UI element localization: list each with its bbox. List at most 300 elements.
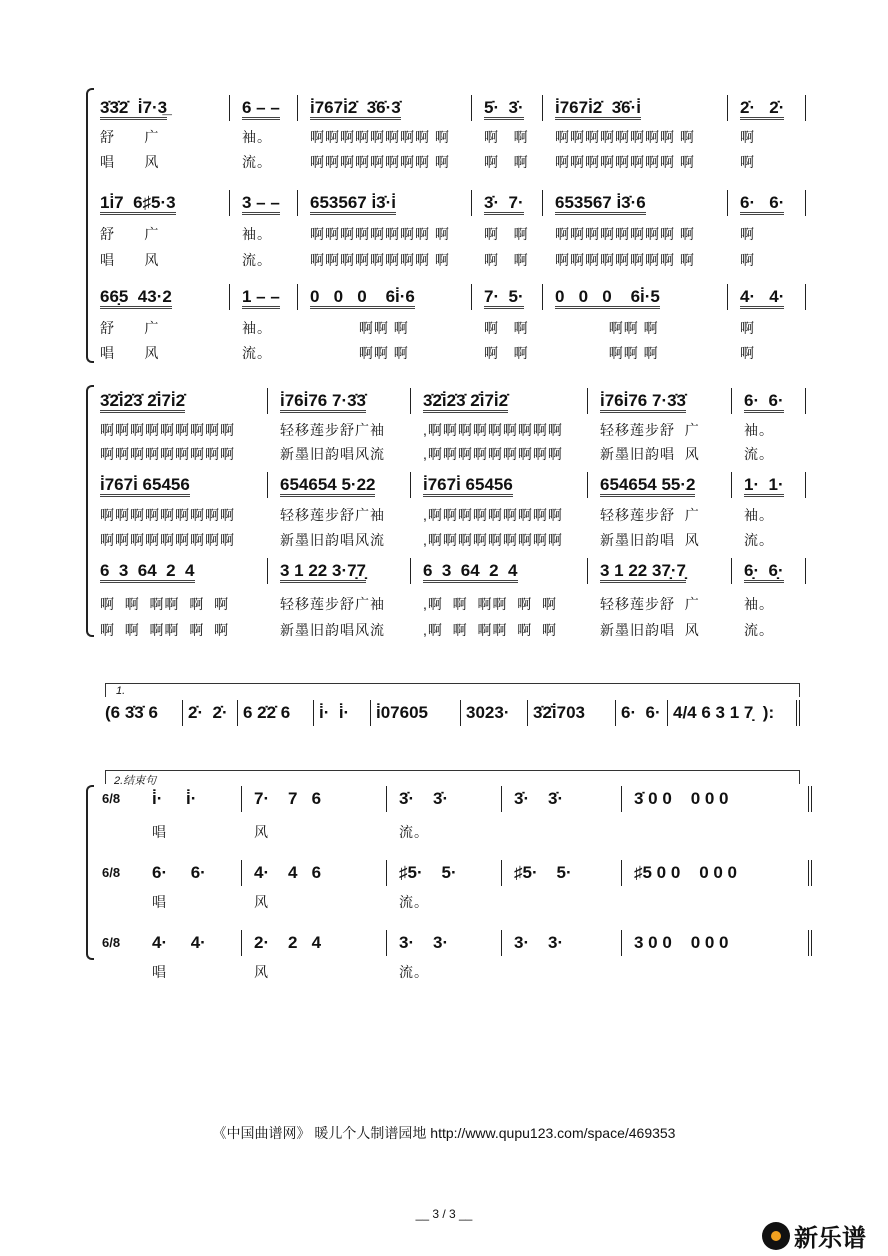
lyric-segment <box>268 505 411 525</box>
measure <box>728 190 806 216</box>
lyric-segment <box>230 127 298 147</box>
measure-notes: 653567 i̇3̇·i̇ <box>310 193 396 215</box>
lyric-text: 唱 <box>152 964 167 980</box>
lyric-segment <box>732 444 806 464</box>
lyric-segment <box>728 250 806 270</box>
lyric-segment <box>728 224 806 244</box>
lyric-segment <box>387 962 502 982</box>
measure-notes: i̇767i̇ 65456 <box>100 475 190 497</box>
lyric-segment <box>502 822 622 842</box>
lyric-text: 啊 啊 <box>484 345 529 361</box>
lyric-segment <box>140 822 242 842</box>
lyric-text: 新墨旧韵唱风流 <box>280 446 385 462</box>
measure <box>732 558 806 584</box>
lyric-segment <box>588 530 732 550</box>
measure <box>88 284 230 310</box>
measure-notes: 3̇· 3̇· <box>399 789 449 808</box>
lyric-text: 啊 啊 啊啊 啊 啊 <box>100 622 230 638</box>
logo-text: 新乐谱 <box>794 1225 866 1252</box>
lyric-segment <box>298 152 472 172</box>
lyric-text: 啊啊啊啊啊啊啊啊 啊 <box>555 226 695 242</box>
lyric-segment <box>588 420 732 440</box>
lyric-segment <box>732 620 806 640</box>
lyric-segment <box>732 420 806 440</box>
lyric-segment <box>242 822 387 842</box>
lyric-text: 流。 <box>399 894 429 910</box>
lyric-segment <box>88 530 268 550</box>
volta-bracket-2 <box>105 770 800 784</box>
measure-notes: i̇76i̇76 7·3̇3̇ <box>280 391 366 413</box>
lyric-text: 啊啊啊啊啊啊啊啊 啊 <box>310 252 450 268</box>
measure-notes: i̇767i̇2̇ 3̇6̇·3̇ <box>310 98 401 120</box>
measure <box>728 95 806 121</box>
staff-notes <box>88 472 806 498</box>
lyric-text: 流。 <box>242 345 272 361</box>
lyric-text: 啊啊 啊 <box>555 345 659 361</box>
measure <box>298 95 472 121</box>
lyric-segment <box>622 962 812 982</box>
lyric-text: 啊 啊 <box>484 154 529 170</box>
lyric-text: 袖。 <box>744 422 774 438</box>
lyric-text: 轻移莲步舒广袖 <box>280 596 385 612</box>
lyric-segment <box>472 250 543 270</box>
measure-notes: 2̇· 2̇· <box>740 98 784 120</box>
measure-notes: 3̇· 3̇· <box>514 789 564 808</box>
measure-notes: 0 0 0 6i̇·5 <box>555 287 660 309</box>
lyric-segment <box>411 594 588 614</box>
lyric-text: 新墨旧韵唱 风 <box>600 532 700 548</box>
lyric-segment <box>387 892 502 912</box>
lyric-text: 流。 <box>242 252 272 268</box>
lyric-segment <box>230 224 298 244</box>
lyric-segment <box>88 505 268 525</box>
measure <box>140 786 242 812</box>
lyric-line <box>88 505 806 525</box>
lyric-text: 啊啊啊啊啊啊啊啊 啊 <box>555 154 695 170</box>
lyric-text: 新墨旧韵唱风流 <box>280 532 385 548</box>
lyric-text: ,啊啊啊啊啊啊啊啊啊 <box>423 422 563 438</box>
time-signature: 6/8 <box>102 791 121 806</box>
record-disc-icon <box>762 1222 790 1250</box>
measure-notes: 3· 3· <box>399 933 449 952</box>
measure-notes: 1· 1· <box>744 475 784 497</box>
time-signature-spacer <box>100 892 140 912</box>
lyric-text: 袖。 <box>242 320 272 336</box>
lyric-segment <box>543 224 728 244</box>
lyric-text: 流。 <box>242 154 272 170</box>
lyric-text: 舒 广 <box>100 226 160 242</box>
measure <box>472 95 543 121</box>
lyric-segment <box>411 530 588 550</box>
lyric-segment <box>88 127 230 147</box>
lyric-text: 袖。 <box>242 226 272 242</box>
measure <box>411 388 588 414</box>
lyric-text: 风 <box>254 894 269 910</box>
lyric-text: 啊 啊 <box>484 129 529 145</box>
measure <box>622 786 812 812</box>
measure-notes: 66̣5 43·2 <box>100 287 172 309</box>
lyric-segment <box>230 152 298 172</box>
lyric-text: 流。 <box>399 964 429 980</box>
volta-bracket-1 <box>105 683 800 697</box>
lyric-segment <box>728 318 806 338</box>
lyric-segment <box>230 343 298 363</box>
lyric-segment <box>502 892 622 912</box>
measure-notes: 7· 7 6 <box>254 789 322 808</box>
lyric-segment <box>622 822 812 842</box>
measure <box>268 388 411 414</box>
measure-notes: 4· 4· <box>152 933 206 952</box>
measure <box>502 860 622 886</box>
staff-notes <box>88 95 806 121</box>
measure-notes: i̇767i̇2̇ 3̇6̇·i̇ <box>555 98 641 120</box>
lyric-segment <box>543 152 728 172</box>
lyric-segment <box>543 343 728 363</box>
footer-credit: 《中国曲谱网》 暖儿个人制谱园地 http://www.qupu123.com/space/469353 <box>212 1125 676 1141</box>
measure <box>242 786 387 812</box>
lyric-segment <box>411 505 588 525</box>
page-number: __ 3 / 3 __ <box>415 1207 473 1221</box>
lyric-text: 唱 <box>152 894 167 910</box>
measure <box>543 284 728 310</box>
measure <box>242 860 387 886</box>
lyric-line <box>88 224 806 244</box>
lyric-line <box>100 892 812 912</box>
measure <box>88 388 268 414</box>
lyric-line <box>100 962 812 982</box>
staff-notes <box>88 388 806 414</box>
lyric-segment <box>472 127 543 147</box>
measure-notes: 3 0 0 0 0 0 <box>634 933 729 952</box>
measure: 2̇· 2̇· <box>182 700 237 726</box>
lyric-text: 啊 <box>740 320 755 336</box>
lyric-text: 啊啊啊啊啊啊啊啊啊 <box>100 532 235 548</box>
measure-notes: 4· 4 6 <box>254 863 322 882</box>
lyric-segment <box>88 420 268 440</box>
lyric-segment <box>728 127 806 147</box>
lyric-segment <box>230 318 298 338</box>
lyric-segment <box>268 420 411 440</box>
measure-notes: 3 – – <box>242 193 280 215</box>
lyric-line <box>88 250 806 270</box>
measure <box>88 472 268 498</box>
lyric-text: 流。 <box>399 824 429 840</box>
lyric-text: 舒 广 <box>100 320 160 336</box>
measure-notes: 0 0 0 6i̇·6 <box>310 287 415 309</box>
lyric-text: 啊啊啊啊啊啊啊啊 啊 <box>310 226 450 242</box>
measure-notes: 3· 3· <box>514 933 564 952</box>
lyric-text: 轻移莲步舒 广 <box>600 422 700 438</box>
measure-notes: 3̇3̇2̇ i̇7·3̲ <box>100 98 167 120</box>
lyric-segment <box>88 444 268 464</box>
lyric-line <box>88 420 806 440</box>
lyric-segment <box>298 127 472 147</box>
lyric-text: 唱 风 <box>100 252 160 268</box>
measure <box>411 558 588 584</box>
lyric-segment <box>88 343 230 363</box>
lyric-line <box>88 343 806 363</box>
measure-notes: 7· 5· <box>484 287 524 309</box>
lyric-segment <box>268 594 411 614</box>
measure-notes: 6̣· 6̣· <box>744 561 784 583</box>
lyric-line <box>88 444 806 464</box>
lyric-segment <box>588 505 732 525</box>
measure-notes: 3̇· 7· <box>484 193 524 215</box>
measure <box>543 190 728 216</box>
first-ending-line <box>100 700 800 726</box>
lyric-segment <box>298 250 472 270</box>
measure-notes: 3̇2̇i̇2̇3̇ 2̇i̇7i̇2̇ <box>100 391 185 413</box>
lyric-text: 流。 <box>744 622 774 638</box>
measure-notes: 6 3 64 2 4 <box>100 561 195 583</box>
lyric-text: 啊啊啊啊啊啊啊啊啊 <box>100 446 235 462</box>
lyric-text: ,啊啊啊啊啊啊啊啊啊 <box>423 532 563 548</box>
measure <box>298 190 472 216</box>
measure-notes: 3̇2̇i̇2̇3̇ 2̇i̇7i̇2̇ <box>423 391 508 413</box>
lyric-text: 新墨旧韵唱 风 <box>600 622 700 638</box>
measure <box>728 284 806 310</box>
measure-notes: 1i̇7 6♯5·3 <box>100 193 176 215</box>
lyric-segment <box>387 822 502 842</box>
measure <box>230 190 298 216</box>
lyric-segment <box>543 127 728 147</box>
measure <box>732 388 806 414</box>
lyric-segment <box>588 594 732 614</box>
lyric-text: 风 <box>254 824 269 840</box>
lyric-text: ,啊 啊 啊啊 啊 啊 <box>423 596 558 612</box>
time-signature: 6/8 <box>102 935 121 950</box>
measure <box>588 472 732 498</box>
lyric-text: 唱 风 <box>100 154 160 170</box>
measure-notes: 5̇· 3̇· <box>484 98 524 120</box>
measure <box>387 930 502 956</box>
time-signature-spacer <box>100 962 140 982</box>
measure: 6 2̇2̇ 6 <box>237 700 313 726</box>
measure <box>502 930 622 956</box>
measure-notes: 654654 55·2 <box>600 475 695 497</box>
lyric-segment <box>472 318 543 338</box>
measure <box>588 388 732 414</box>
lyric-text: 轻移莲步舒 广 <box>600 507 700 523</box>
measure <box>588 558 732 584</box>
lyric-text: 啊 <box>740 345 755 361</box>
lyric-segment <box>88 594 268 614</box>
lyric-text: 啊啊啊啊啊啊啊啊 啊 <box>555 129 695 145</box>
lyric-segment <box>242 892 387 912</box>
staff-notes <box>100 930 812 956</box>
lyric-segment <box>230 250 298 270</box>
lyric-text: 啊啊啊啊啊啊啊啊 啊 <box>310 129 450 145</box>
measure <box>242 930 387 956</box>
lyric-segment <box>472 224 543 244</box>
measure-notes: 6· 6· <box>740 193 784 215</box>
measure-notes: 6 – – <box>242 98 280 120</box>
lyric-segment <box>728 152 806 172</box>
lyric-segment <box>543 318 728 338</box>
lyric-segment <box>242 962 387 982</box>
measure-notes: 6 3 64 2 4 <box>423 561 518 583</box>
lyric-text: 唱 风 <box>100 345 160 361</box>
lyric-text: 袖。 <box>242 129 272 145</box>
measure-notes: 1 – – <box>242 287 280 309</box>
lyric-text: 风 <box>254 964 269 980</box>
lyric-text: 啊 <box>740 129 755 145</box>
lyric-segment <box>268 530 411 550</box>
lyric-text: 新墨旧韵唱 风 <box>600 446 700 462</box>
measure-notes: 6· 6· <box>152 863 206 882</box>
lyric-segment <box>472 343 543 363</box>
lyric-text: 流。 <box>744 446 774 462</box>
lyric-text: 舒 广 <box>100 129 160 145</box>
lyric-segment <box>88 250 230 270</box>
lyric-text: 轻移莲步舒广袖 <box>280 507 385 523</box>
lyric-segment <box>732 505 806 525</box>
measure-notes: i̇· i̇· <box>152 789 197 808</box>
lyric-segment <box>411 420 588 440</box>
measure <box>411 472 588 498</box>
measure <box>543 95 728 121</box>
lyric-text: 啊 <box>740 154 755 170</box>
lyric-line <box>88 318 806 338</box>
lyric-segment <box>732 530 806 550</box>
lyric-segment <box>622 892 812 912</box>
staff-notes <box>88 190 806 216</box>
measure-notes: 3 1 22 37̣·7̣ <box>600 561 686 583</box>
time-signature: 6/8 <box>102 865 121 880</box>
measure-notes: 4· 4· <box>740 287 784 309</box>
measure-notes: i̇767i̇ 65456 <box>423 475 513 497</box>
lyric-line <box>88 127 806 147</box>
measure <box>140 930 242 956</box>
measure: 4/4 6 3 1 7̣ ): <box>667 700 800 726</box>
measure-notes: 3̇ 0 0 0 0 0 <box>634 789 729 808</box>
lyric-text: ,啊 啊 啊啊 啊 啊 <box>423 622 558 638</box>
site-logo <box>762 1218 866 1253</box>
measure <box>88 558 268 584</box>
lyric-line <box>88 152 806 172</box>
lyric-segment <box>411 620 588 640</box>
lyric-segment <box>88 620 268 640</box>
measure: 3023· <box>460 700 527 726</box>
lyric-text: 轻移莲步舒广袖 <box>280 422 385 438</box>
measure <box>472 284 543 310</box>
measure: (6 3̇3̇ 6 <box>105 703 158 722</box>
measure <box>732 472 806 498</box>
measure <box>622 860 812 886</box>
measure <box>230 284 298 310</box>
measure-notes: 2· 2 4 <box>254 933 322 952</box>
lyric-text: 啊 啊 <box>484 320 529 336</box>
lyric-segment <box>268 620 411 640</box>
lyric-segment <box>411 444 588 464</box>
lyric-line <box>100 822 812 842</box>
lyric-segment <box>728 343 806 363</box>
measure-notes: ♯5· 5· <box>399 863 457 882</box>
measure <box>387 860 502 886</box>
lyric-segment <box>88 224 230 244</box>
measure <box>88 95 230 121</box>
lyric-text: 新墨旧韵唱风流 <box>280 622 385 638</box>
lyric-segment <box>472 152 543 172</box>
lyric-text: 啊 啊 <box>484 252 529 268</box>
measure-notes: 3 1 22 3·7̣7̣ <box>280 561 366 583</box>
lyric-segment <box>543 250 728 270</box>
lyric-text: 啊啊 啊 <box>555 320 659 336</box>
measure-notes: 653567 i̇3̇·6 <box>555 193 646 215</box>
measure <box>230 95 298 121</box>
measure <box>622 930 812 956</box>
measure <box>298 284 472 310</box>
lyric-text: 啊啊啊啊啊啊啊啊 啊 <box>310 154 450 170</box>
measure <box>140 860 242 886</box>
lyric-segment <box>298 224 472 244</box>
lyric-segment <box>268 444 411 464</box>
lyric-text: 啊 <box>740 252 755 268</box>
lyric-segment <box>588 444 732 464</box>
measure <box>268 472 411 498</box>
lyric-segment <box>732 594 806 614</box>
lyric-text: ,啊啊啊啊啊啊啊啊啊 <box>423 507 563 523</box>
lyric-text: 啊啊啊啊啊啊啊啊啊 <box>100 422 235 438</box>
measure <box>387 786 502 812</box>
lyric-text: 流。 <box>744 532 774 548</box>
lyric-line <box>88 530 806 550</box>
lyric-segment <box>298 343 472 363</box>
lyric-text: 袖。 <box>744 596 774 612</box>
system-brace <box>86 785 94 960</box>
measure <box>502 786 622 812</box>
measure-notes: 6· 6· <box>744 391 784 413</box>
lyric-text: 啊 啊 啊啊 啊 啊 <box>100 596 230 612</box>
lyric-segment <box>140 892 242 912</box>
measure: 3̇2̇i̇703 <box>527 700 615 726</box>
volta-label-1: 1. <box>116 685 126 697</box>
lyric-text: ,啊啊啊啊啊啊啊啊啊 <box>423 446 563 462</box>
lyric-text: 啊啊 啊 <box>310 345 409 361</box>
measure: i̇07605 <box>370 700 460 726</box>
lyric-text: 袖。 <box>744 507 774 523</box>
lyric-text: 啊啊啊啊啊啊啊啊 啊 <box>555 252 695 268</box>
lyric-text: 轻移莲步舒 广 <box>600 596 700 612</box>
measure: i̇· i̇· <box>313 700 370 726</box>
lyric-text: 啊啊啊啊啊啊啊啊啊 <box>100 507 235 523</box>
lyric-segment <box>298 318 472 338</box>
lyric-line <box>88 594 806 614</box>
measure: 6· 6· <box>615 700 667 726</box>
measure-notes: ♯5 0 0 0 0 0 <box>634 863 738 882</box>
measure <box>268 558 411 584</box>
lyric-text: 啊 啊 <box>484 226 529 242</box>
staff-notes <box>88 284 806 310</box>
lyric-segment <box>588 620 732 640</box>
time-signature-spacer <box>100 822 140 842</box>
lyric-segment <box>88 318 230 338</box>
lyric-segment <box>502 962 622 982</box>
lyric-text: 啊啊 啊 <box>310 320 409 336</box>
staff-notes <box>100 786 812 812</box>
lyric-text: 啊 <box>740 226 755 242</box>
measure <box>88 190 230 216</box>
measure-notes: 654654 5·22 <box>280 475 375 497</box>
measure <box>472 190 543 216</box>
lyric-line <box>88 620 806 640</box>
measure-notes: ♯5· 5· <box>514 863 572 882</box>
lyric-text: 唱 <box>152 824 167 840</box>
measure-notes: i̇76i̇76 7·3̇3̇ <box>600 391 686 413</box>
lyric-segment <box>88 152 230 172</box>
staff-notes <box>100 860 812 886</box>
staff-notes <box>88 558 806 584</box>
